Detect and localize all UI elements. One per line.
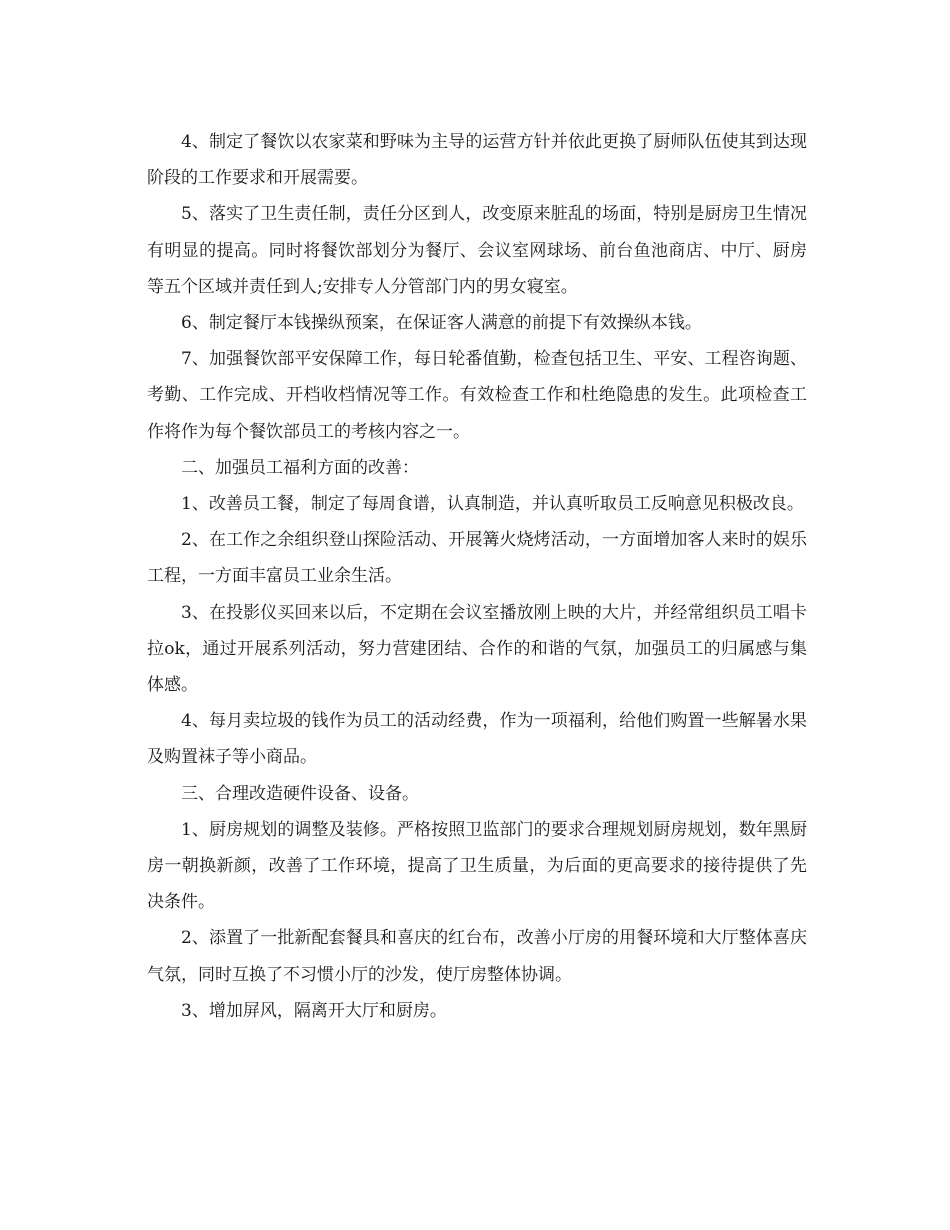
paragraph-staff-meals: 1、改善员工餐，制定了每周食谱，认真制造，并认真听取员工反响意见积极改良。 xyxy=(181,494,804,515)
paragraph-safety-inspection: 7、加强餐饮部平安保障工作，每日轮番值勤，检查包括卫生、平安、工程咨询题、考勤、工作完成、开档收档情况等工作。有效检查工作和杜绝隐患的发生。此项检查工作将作为每个餐饮部员工的考核内容之一。 xyxy=(147,349,807,442)
paragraph-cost-control: 6、制定餐厅本钱操纵预案，在保证客人满意的前提下有效操纵本钱。 xyxy=(181,313,702,334)
section-heading-hardware: 三、合理改造硬件设备、设备。 xyxy=(181,783,419,804)
section-heading-staff-welfare: 二、加强员工福利方面的改善： xyxy=(181,457,419,478)
paragraph-outdoor-activities: 2、在工作之余组织登山探险活动、开展篝火烧烤活动，一方面增加客人来时的娱乐工程，一方面丰富员工业余生活。 xyxy=(147,530,807,587)
paragraph-screens: 3、增加屏风，隔离开大厅和厨房。 xyxy=(181,1000,447,1021)
paragraph-kitchen-renovation: 1、厨房规划的调整及装修。严格按照卫监部门的要求合理规划厨房规划，数年黑厨房一朝换新颜，改善了工作环境，提高了卫生质量，为后面的更高要求的接待提供了先决条件。 xyxy=(147,819,807,913)
paragraph-movies-karaoke: 3、在投影仪买回来以后，不定期在会议室播放刚上映的大片，并经常组织员工唱卡拉ok，通过开展系列活动，努力营建团结、合作的和谐的气氛，加强员工的归属感与集体感。 xyxy=(147,602,807,696)
paragraph-tableware: 2、添置了一批新配套餐具和喜庆的红台布，改善小厅房的用餐环境和大厅整体喜庆气氛，同时互换了不习惯小厅的沙发，使厅房整体协调。 xyxy=(147,928,807,985)
paragraph-kitchen-staff: 4、制定了餐饮以农家菜和野味为主导的运营方针并依此更换了厨师队伍使其到达现阶段的工作要求和开展需要。 xyxy=(147,132,807,189)
paragraph-activity-funds: 4、每月卖垃圾的钱作为员工的活动经费，作为一项福利，给他们购置一些解暑水果及购置袜子等小商品。 xyxy=(147,711,807,768)
paragraph-hygiene-responsibility: 5、落实了卫生责任制，责任分区到人，改变原来脏乱的场面，特别是厨房卫生情况有明显的提高。同时将餐饮部划分为餐厅、会议室网球场、前台鱼池商店、中厅、厨房等五个区域并责任到人;安排专人分管部门内的男女寝室。 xyxy=(147,204,807,297)
document-body xyxy=(147,124,807,1029)
